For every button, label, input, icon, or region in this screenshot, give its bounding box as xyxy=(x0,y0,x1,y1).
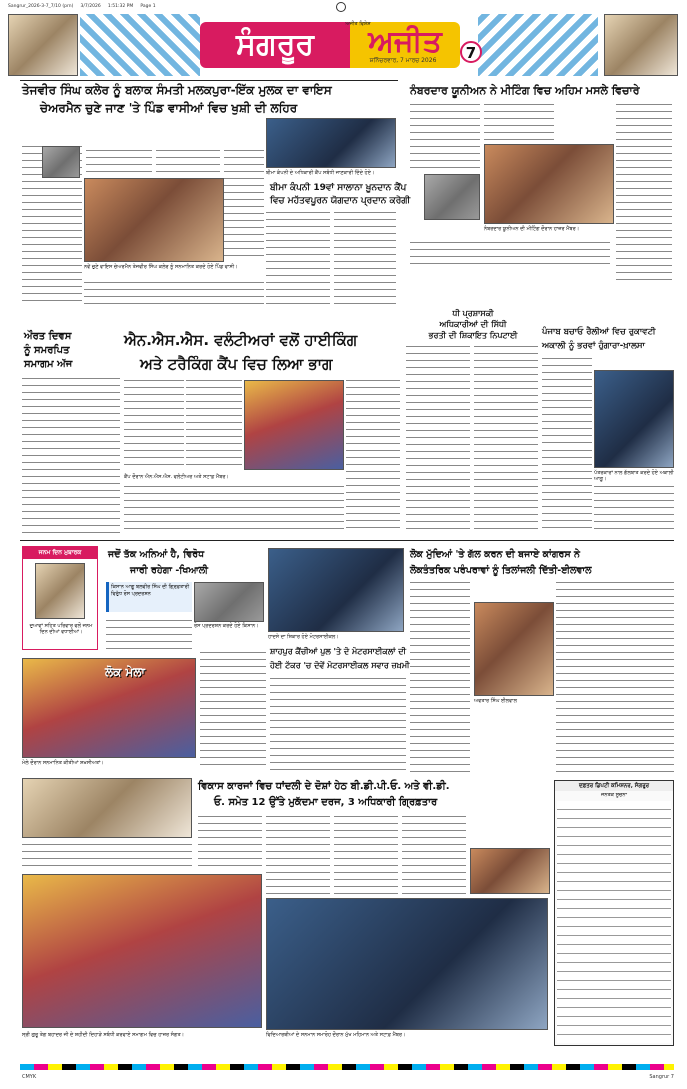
article-body xyxy=(266,210,330,306)
article-body xyxy=(156,148,220,176)
article-body xyxy=(124,484,344,534)
article-body xyxy=(200,650,266,770)
viraso-inset-text: ਕਿਸਾਨ ਆਗੂ ਬਲਵੀਰ ਸਿੰਘ ਦੀ ਗ੍ਰਿਫ਼ਤਾਰੀ ਵਿਰੁੱਧ ਰੋਸ ਪ੍ਰਦਰਸ਼ਨ xyxy=(106,582,192,612)
sangat-photo xyxy=(22,874,262,1028)
article-body xyxy=(22,842,192,870)
birthday-box xyxy=(22,546,98,650)
numberdar-photo xyxy=(484,144,614,224)
article-body xyxy=(542,448,592,534)
bottom-right-caption: ਵਿਦਿਆਰਥੀਆਂ ਦੇ ਸਨਮਾਨ ਸਮਾਰੋਹ ਦੌਰਾਨ ਮੁੱਖ ਮਹਿਮਾਨ ਅਤੇ ਸਟਾਫ਼ ਮੈਂਬਰ। xyxy=(266,1032,406,1038)
numberdar-photo-caption: ਨੰਬਰਦਾਰ ਯੂਨੀਅਨ ਦੀ ਮੀਟਿੰਗ ਦੌਰਾਨ ਹਾਜ਼ਰ ਮੈਂਬਰ। xyxy=(484,226,580,232)
ad-table xyxy=(557,801,671,1043)
congress-photo xyxy=(474,602,554,696)
masthead-pattern-left xyxy=(80,14,200,76)
bank-camp-headline-1: ਬੀਮਾ ਕੰਪਨੀ 19ਵਾਂ ਸਾਲਾਨਾ ਖ਼ੂਨਦਾਨ ਕੈਂਪ xyxy=(270,183,407,193)
article-body xyxy=(84,280,264,308)
nss-headline-1: ਐਨ.ਐਸ.ਐਸ. ਵਲੰਟੀਅਰਾਂ ਵਲੋਂ ਹਾਈਕਿੰਗ xyxy=(124,331,358,349)
article-body xyxy=(410,580,470,776)
page-number-badge: 7 xyxy=(460,41,482,63)
numberdar-headline: ਨੰਬਰਦਾਰ ਯੂਨੀਅਨ ਨੇ ਮੀਟਿੰਗ ਵਿਚ ਅਹਿਮ ਮਸਲੇ ਵਿਚਾਰੇ xyxy=(410,84,640,97)
registration-mark xyxy=(336,2,346,12)
congress-photo-caption: ਅਵਤਾਰ ਸਿੰਘ ਈਲਵਾਲ xyxy=(474,698,517,704)
viraso-headline-1: ਜਦੋਂ ਤੱਕ ਅਨਿਆਂ ਹੈ, ਵਿਰੋਧ xyxy=(108,549,205,560)
bank-camp-headline-2: ਵਿਚ ਮਹੱਤਵਪੂਰਨ ਯੋਗਦਾਨ ਪ੍ਰਦਾਨ ਕਰੇਗੀ xyxy=(270,196,411,206)
inset-photo xyxy=(424,174,480,220)
mela-banner: ਲੋਕ ਮੇਲਾ xyxy=(105,665,145,679)
officers-headline-3: ਭਰਤੀ ਦੀ ਸ਼ਿਕਾਇਤ ਨਿਪਟਾਈ xyxy=(428,331,518,340)
collage-caption: ਬੀਮਾ ਕੰਪਨੀ ਦੇ ਅਧਿਕਾਰੀ ਕੈਂਪ ਸਬੰਧੀ ਜਾਣਕਾਰੀ ਦਿੰਦੇ ਹੋਏ। xyxy=(266,170,375,176)
masthead-building-right xyxy=(604,14,678,76)
women-day-headline-2: ਨੂੰ ਸਮਰਪਿਤ xyxy=(24,345,70,356)
viraso-photo xyxy=(194,582,264,622)
divider xyxy=(20,80,398,81)
students-photo xyxy=(266,898,548,1030)
divider xyxy=(20,540,674,541)
viraso-headline-2: ਜਾਰੀ ਰਹੇਗਾ -ਖਿਆਲੀ xyxy=(130,565,208,576)
bottom-left-caption: ਸ੍ਰੀ ਗੁਰੂ ਤੇਗ ਬਹਾਦਰ ਜੀ ਦੇ ਸ਼ਹੀਦੀ ਦਿਹਾੜੇ ਸਬੰਧੀ ਕਰਵਾਏ ਸਮਾਗਮ ਵਿਚ ਹਾਜ਼ਰ ਸੰਗਤ। xyxy=(22,1032,185,1038)
vikas-photo xyxy=(470,848,550,894)
top-story-photo-caption: ਨਵੇਂ ਚੁਣੇ ਵਾਇਸ ਚੇਅਰਮੈਨ ਤੇਜਵੀਰ ਸਿੰਘ ਕਲੇਰ ਨੂੰ ਸਨਮਾਨਿਤ ਕਰਦੇ ਹੋਏ ਪਿੰਡ ਵਾਸੀ। xyxy=(84,264,238,270)
highway-headline-1: ਸ਼ਾਹਪੁਰ ਕੈਂਚੀਆਂ ਪੁਲ 'ਤੇ ਦੋ ਮੋਟਰਸਾਈਕਲਾਂ ਦੀ xyxy=(270,647,406,656)
highway-headline-2: ਹੋਈ ਟੱਕਰ 'ਚ ਦੋਵੇਂ ਮੋਟਰਸਾਈਕਲ ਸਵਾਰ ਜ਼ਖ਼ਮੀ xyxy=(270,661,410,670)
masthead-title-left: ਸੰਗਰੂਰ xyxy=(200,22,350,68)
article-body xyxy=(186,378,242,470)
article-body xyxy=(334,210,396,306)
mela-photo-caption: ਮੇਲੇ ਦੌਰਾਨ ਸਨਮਾਨਿਤ ਕੀਤੀਆਂ ਸ਼ਖ਼ਸੀਅਤਾਂ। xyxy=(22,760,104,766)
top-story-headline-2: ਚੇਅਰਮੈਨ ਚੁਣੇ ਜਾਣ 'ਤੇ ਪਿੰਡ ਵਾਸੀਆਂ ਵਿਚ ਖੁਸ਼ੀ ਦੀ ਲਹਿਰ xyxy=(40,101,298,115)
article-body xyxy=(346,378,400,528)
event-photo xyxy=(22,778,192,838)
nss-photo xyxy=(244,380,344,470)
officers-headline-2: ਅਧਿਕਾਰੀਆਂ ਦੀ ਸਿੱਧੀ xyxy=(439,320,507,329)
masthead-pattern-right xyxy=(478,14,598,76)
birthday-title: ਜਨਮ ਦਿਨ ਮੁਬਾਰਕ xyxy=(23,547,97,559)
masthead-tagline: ਅਜੀਤ ਵਿਸ਼ੇਸ਼ xyxy=(345,21,371,27)
top-story-headline-1: ਤੇਜਵੀਰ ਸਿੰਘ ਕਲੇਰ ਨੂੰ ਬਲਾਕ ਸੰਮਤੀ ਮਲਕਪੁਰਾ-ਇੱਕ ਮੁਲਕ ਦਾ ਵਾਇਸ xyxy=(22,83,332,97)
women-day-headline-1: ਔਰਤ ਦਿਵਸ xyxy=(24,331,72,342)
footer-left-code: CMYK xyxy=(22,1074,37,1080)
masthead-building-left xyxy=(8,14,78,76)
article-body xyxy=(224,148,264,260)
article-body xyxy=(106,618,192,654)
article-body xyxy=(484,102,554,142)
punjab-photo-caption: ਪੱਤਰਕਾਰਾਂ ਨਾਲ ਗੱਲਬਾਤ ਕਰਦੇ ਹੋਏ ਅਕਾਲੀ ਆਗੂ। xyxy=(594,470,674,482)
vikas-headline-2: ਓ. ਸਮੇਤ 12 ਉੱਤੇ ਮੁਕੱਦਮਾ ਦਰਜ, 3 ਅਧਿਕਾਰੀ ਗ੍ਰਿਫ਼ਤਾਰ xyxy=(214,797,438,808)
article-body xyxy=(198,814,262,870)
article-body xyxy=(594,484,674,534)
highway-photo-caption: ਹਾਦਸੇ ਦਾ ਸ਼ਿਕਾਰ ਹੋਏ ਮੋਟਰਸਾਈਕਲ। xyxy=(268,634,339,640)
masthead-title-right: ਅਜੀਤ xyxy=(350,22,460,68)
article-body xyxy=(474,344,538,534)
collage-photo xyxy=(266,118,396,168)
vikas-headline-1: ਵਿਕਾਸ ਕਾਰਜਾਂ ਵਿਚ ਧਾਂਦਲੀ ਦੇ ਦੋਸ਼ਾਂ ਹੇਠ ਬੀ.ਡੀ.ਪੀ.ਓ. ਅਤੇ ਵੀ.ਡੀ. xyxy=(198,781,450,792)
article-body xyxy=(22,376,120,534)
congress-headline-1: ਲੋਕ ਮੁੱਦਿਆਂ 'ਤੇ ਗੱਲ ਕਰਨ ਦੀ ਬਜਾਏ ਕਾਂਗਰਸ ਨੇ xyxy=(410,549,580,560)
officers-headline-1: ਧੀ ਪ੍ਰਸ਼ਾਸਕੀ xyxy=(452,309,494,318)
article-body xyxy=(266,814,330,894)
article-body xyxy=(124,378,184,470)
nss-photo-caption: ਕੈਂਪ ਦੌਰਾਨ ਐਨ.ਐਸ.ਐਸ. ਵਲੰਟੀਅਰ ਅਤੇ ਸਟਾਫ਼ ਮੈਂਬਰ। xyxy=(124,474,229,480)
punjab-photo xyxy=(594,370,674,468)
footer-right-code: Sangrur 7 xyxy=(649,1074,674,1080)
article-body xyxy=(410,102,480,172)
highway-photo xyxy=(268,548,404,632)
punjab-headline-2: ਅਕਾਲੀ ਨੂੰ ਭਰਵਾਂ ਹੁੰਗਾਰਾ-ਖ਼ਾਲਸਾ xyxy=(542,341,645,351)
inset-photo xyxy=(42,146,80,178)
article-body xyxy=(542,356,592,446)
ad-title: ਦਫ਼ਤਰ ਡਿਪਟੀ ਕਮਿਸ਼ਨਰ, ਸੰਗਰੂਰ xyxy=(555,781,673,791)
public-notice-ad xyxy=(554,780,674,1046)
women-day-headline-3: ਸਮਾਗਮ ਅੱਜ xyxy=(24,359,73,370)
top-story-photo xyxy=(84,178,224,262)
article-body xyxy=(270,676,406,776)
masthead xyxy=(8,14,678,76)
color-bar xyxy=(20,1064,674,1070)
article-body xyxy=(86,148,152,176)
birthday-photo xyxy=(35,563,85,619)
article-body xyxy=(410,240,610,270)
birthday-caption: ਦੁਆਵਾਂ ਸਹਿਤ ਪਰਿਵਾਰ ਵਲੋਂ ਜਨਮ ਦਿਨ ਦੀਆਂ ਵਧਾਈਆਂ। xyxy=(29,623,93,635)
article-body xyxy=(334,814,398,894)
punjab-headline-1: ਪੰਜਾਬ ਬਚਾਓ ਰੈਲੀਆਂ ਵਿਚ ਰੁਕਾਵਟੀ xyxy=(542,327,656,337)
article-body xyxy=(402,814,466,894)
congress-headline-2: ਲੋਕਤੰਤਰਿਕ ਪਰੰਪਰਾਵਾਂ ਨੂੰ ਤਿਲਾਂਜਲੀ ਦਿੱਤੀ-ਈਲਵਾਲ xyxy=(410,565,592,576)
masthead-date: ਸ਼ਨਿੱਚਰਵਾਰ, 7 ਮਾਰਚ 2026 xyxy=(369,57,437,64)
ad-subtitle: ਜਨਤਕ ਸੂਚਨਾ xyxy=(601,792,627,798)
article-body xyxy=(616,102,672,282)
viraso-photo-caption: ਰੋਸ ਪ੍ਰਦਰਸ਼ਨ ਕਰਦੇ ਹੋਏ ਕਿਸਾਨ। xyxy=(194,623,259,629)
article-body xyxy=(406,344,470,534)
article-body xyxy=(556,580,674,776)
nss-headline-2: ਅਤੇ ਟਰੈਕਿੰਗ ਕੈਂਪ ਵਿਚ ਲਿਆ ਭਾਗ xyxy=(140,355,333,373)
print-slug: Sangrur_2026-3-7_7/10 (prn) 3/7/2026 1:51:32 PM Page 1 xyxy=(8,4,156,9)
